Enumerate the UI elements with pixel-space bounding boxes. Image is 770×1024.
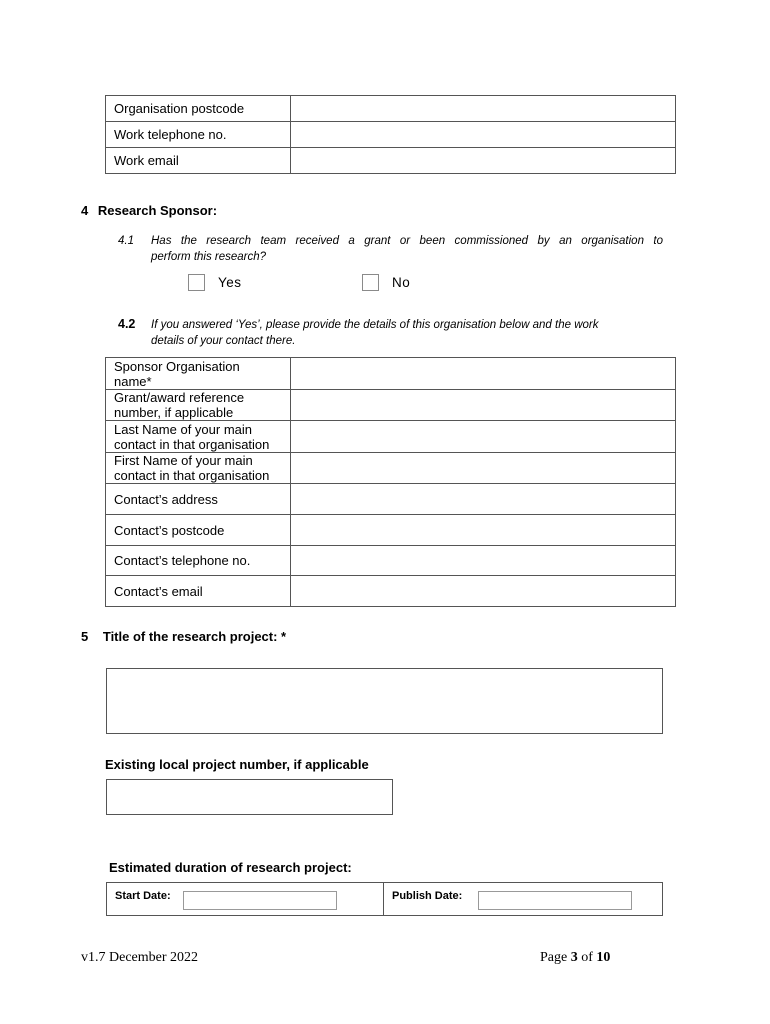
work-telephone-input[interactable] bbox=[291, 122, 676, 148]
table-row bbox=[106, 96, 676, 122]
local-project-number-label: Existing local project number, if applicable bbox=[105, 757, 369, 772]
grant-reference-label-line1: Grant/award reference bbox=[114, 390, 245, 405]
footer-page-prefix: Page bbox=[540, 950, 568, 965]
local-project-number-input[interactable] bbox=[106, 779, 393, 815]
work-email-label: Work email bbox=[106, 148, 291, 174]
table-row bbox=[106, 453, 676, 484]
contact-email-label: Contact’s email bbox=[106, 576, 291, 607]
table-row bbox=[106, 421, 676, 453]
contact-first-name-input[interactable] bbox=[291, 453, 676, 484]
work-email-input[interactable] bbox=[291, 148, 676, 174]
table-row bbox=[106, 484, 676, 515]
work-telephone-label: Work telephone no. bbox=[106, 122, 291, 148]
contact-telephone-label: Contact’s telephone no. bbox=[106, 546, 291, 576]
sponsor-organisation-label-line1: Sponsor Organisation bbox=[114, 358, 240, 374]
contact-last-name-label bbox=[106, 421, 291, 453]
section-5-number: 5 bbox=[81, 629, 89, 644]
grant-reference-input[interactable] bbox=[291, 390, 676, 421]
question-4-1-line1: Has the research team received a grant or been commissioned by an organisation to bbox=[151, 235, 663, 247]
contact-postcode-input[interactable] bbox=[291, 515, 676, 546]
footer-page-total: 10 bbox=[596, 950, 611, 965]
contact-email-input[interactable] bbox=[291, 576, 676, 607]
yes-checkbox[interactable] bbox=[188, 274, 205, 291]
contact-address-input[interactable] bbox=[291, 484, 676, 515]
section-5-heading bbox=[81, 629, 286, 644]
start-date-input[interactable] bbox=[183, 891, 337, 910]
contact-postcode-label: Contact’s postcode bbox=[106, 515, 291, 546]
table-row bbox=[106, 148, 676, 174]
project-title-input[interactable] bbox=[106, 668, 663, 734]
section-4-number: 4 bbox=[81, 203, 89, 218]
organisation-postcode-label: Organisation postcode bbox=[106, 96, 291, 122]
table-row bbox=[106, 546, 676, 576]
start-date-cell bbox=[115, 890, 171, 902]
duration-divider bbox=[383, 883, 384, 915]
section-4-heading bbox=[81, 203, 217, 218]
contact-last-name-label-line1: Last Name of your main bbox=[114, 421, 253, 437]
sponsor-organisation-input[interactable] bbox=[291, 358, 676, 390]
question-4-1-line2: perform this research? bbox=[151, 251, 267, 263]
section-4-title: Research Sponsor: bbox=[97, 203, 218, 218]
question-4-2-line1: If you answered ‘Yes’, please provide the details of this organisation below and the work bbox=[151, 319, 599, 331]
publish-date-cell bbox=[392, 890, 462, 902]
no-checkbox[interactable] bbox=[362, 274, 379, 291]
footer-page-number bbox=[540, 950, 610, 966]
footer-page-of: of bbox=[581, 950, 593, 965]
organisation-postcode-input[interactable] bbox=[291, 96, 676, 122]
grant-reference-label bbox=[106, 390, 291, 421]
table-row bbox=[106, 390, 676, 421]
sponsor-details-table bbox=[105, 357, 676, 607]
contact-last-name-label-line2: contact in that organisation bbox=[114, 436, 270, 452]
contact-telephone-input[interactable] bbox=[291, 546, 676, 576]
contact-first-name-label bbox=[106, 453, 291, 484]
duration-table bbox=[106, 882, 663, 916]
contact-first-name-label-line2: contact in that organisation bbox=[114, 468, 270, 483]
sponsor-organisation-label bbox=[106, 358, 291, 390]
no-label: No bbox=[392, 275, 411, 290]
question-4-1-number: 4.1 bbox=[118, 235, 134, 247]
table-row bbox=[106, 358, 676, 390]
start-date-label: Start Date: bbox=[115, 890, 171, 902]
footer-version: v1.7 December 2022 bbox=[81, 950, 199, 965]
contact-last-name-input[interactable] bbox=[291, 421, 676, 453]
footer-page-current: 3 bbox=[570, 950, 578, 965]
publish-date-label: Publish Date: bbox=[392, 890, 463, 902]
grant-reference-label-line2: number, if applicable bbox=[114, 405, 234, 420]
section-5-title: Title of the research project: * bbox=[102, 629, 287, 644]
table-row bbox=[106, 122, 676, 148]
question-4-2-number: 4.2 bbox=[118, 317, 136, 331]
table-row bbox=[106, 515, 676, 546]
yes-label: Yes bbox=[218, 275, 242, 290]
sponsor-organisation-label-line2: name* bbox=[114, 373, 152, 389]
duration-label: Estimated duration of research project: bbox=[109, 860, 352, 875]
question-4-2-line2: details of your contact there. bbox=[151, 335, 296, 347]
contact-address-label: Contact’s address bbox=[106, 484, 291, 515]
publish-date-input[interactable] bbox=[478, 891, 632, 910]
contact-details-table bbox=[105, 95, 676, 174]
table-row bbox=[106, 576, 676, 607]
contact-first-name-label-line1: First Name of your main bbox=[114, 453, 253, 468]
